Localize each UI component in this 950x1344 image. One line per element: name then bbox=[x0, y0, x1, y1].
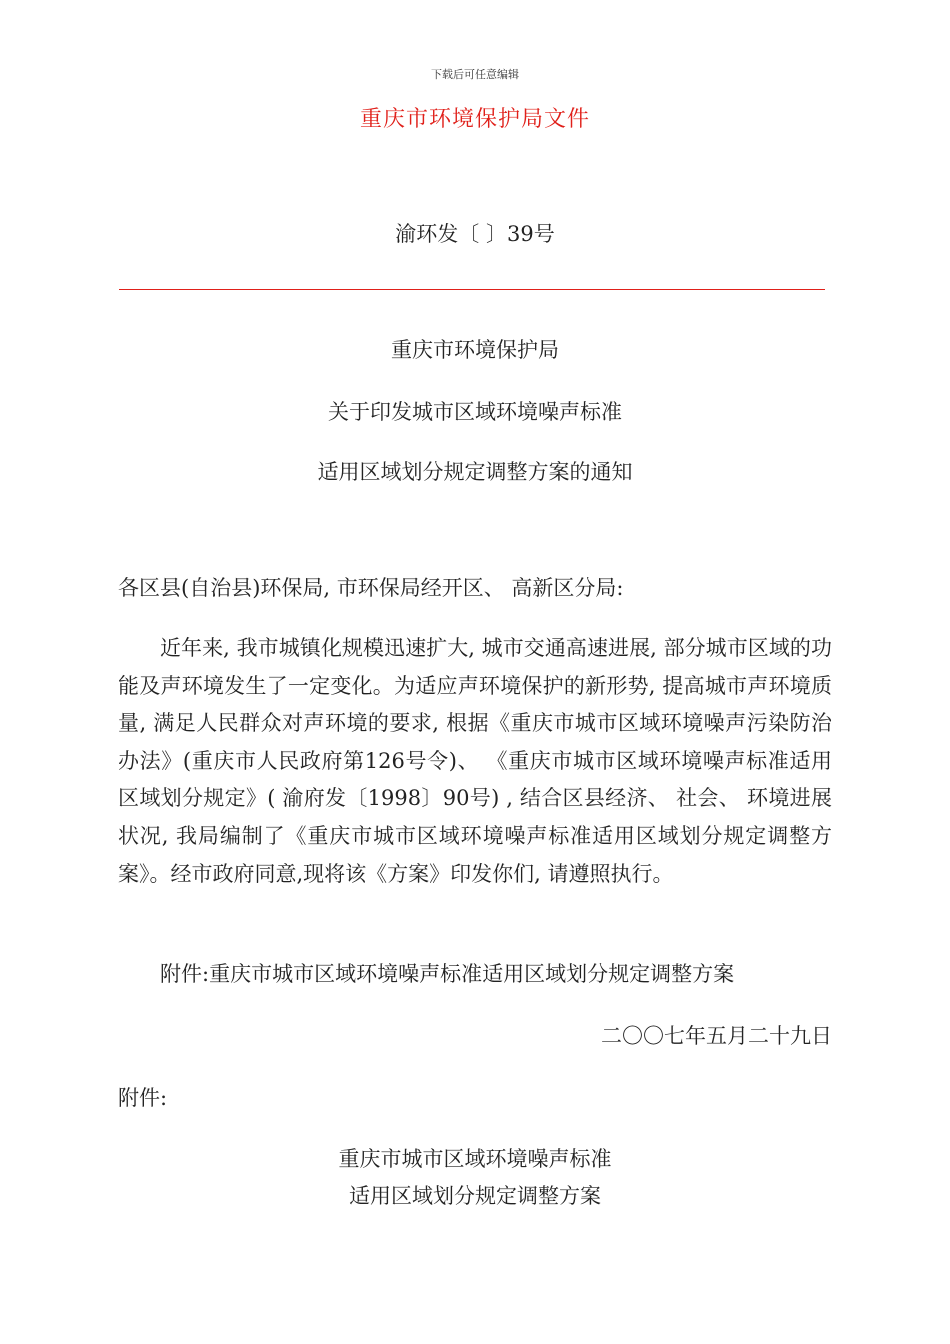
body-paragraph: 近年来, 我市城镇化规模迅速扩大, 城市交通高速进展, 部分城市区域的功能及声环境发生了一定变化。为适应声环境保护的新形势, 提高城市声环境质量, 满足人民群众对声环境的要求, 根据《重庆市城市区域环境噪声污染防治办法》(重庆市人民政府第126号令)、 《重庆市城市区域环境噪声标准适用区域划分规定》( 渝府发〔1998〕90号) , 结合区县经济、 社会、 环境进展状况, 我局编制了《重庆市城市区域环境噪声标准适用区域划分规定调整方案》。经市政府同意,现将该《方案》印发你们, 请遵照执行。 bbox=[118, 636, 832, 886]
notice-title-line-3: 适用区域划分规定调整方案的通知 bbox=[317, 460, 633, 484]
attachment-label: 附件: bbox=[118, 1086, 168, 1110]
attachment-note: 附件:重庆市城市区域环境噪声标准适用区域划分规定调整方案 bbox=[160, 962, 735, 986]
issue-date: 二〇〇七年五月二十九日 bbox=[601, 1024, 832, 1048]
red-divider bbox=[119, 289, 825, 290]
document-number: 渝环发〔 〕39号 bbox=[395, 222, 555, 246]
salutation: 各区县(自治县)环保局, 市环保局经开区、 高新区分局: bbox=[118, 576, 624, 600]
notice-title-line-2: 关于印发城市区域环境噪声标准 bbox=[328, 400, 622, 424]
header-note: 下载后可任意编辑 bbox=[431, 68, 519, 81]
attachment-title-line-2: 适用区域划分规定调整方案 bbox=[349, 1184, 601, 1208]
issuer-title: 重庆市环境保护局文件 bbox=[359, 107, 590, 132]
notice-title-line-1: 重庆市环境保护局 bbox=[391, 338, 559, 362]
attachment-title-line-1: 重庆市城市区域环境噪声标准 bbox=[338, 1147, 612, 1171]
